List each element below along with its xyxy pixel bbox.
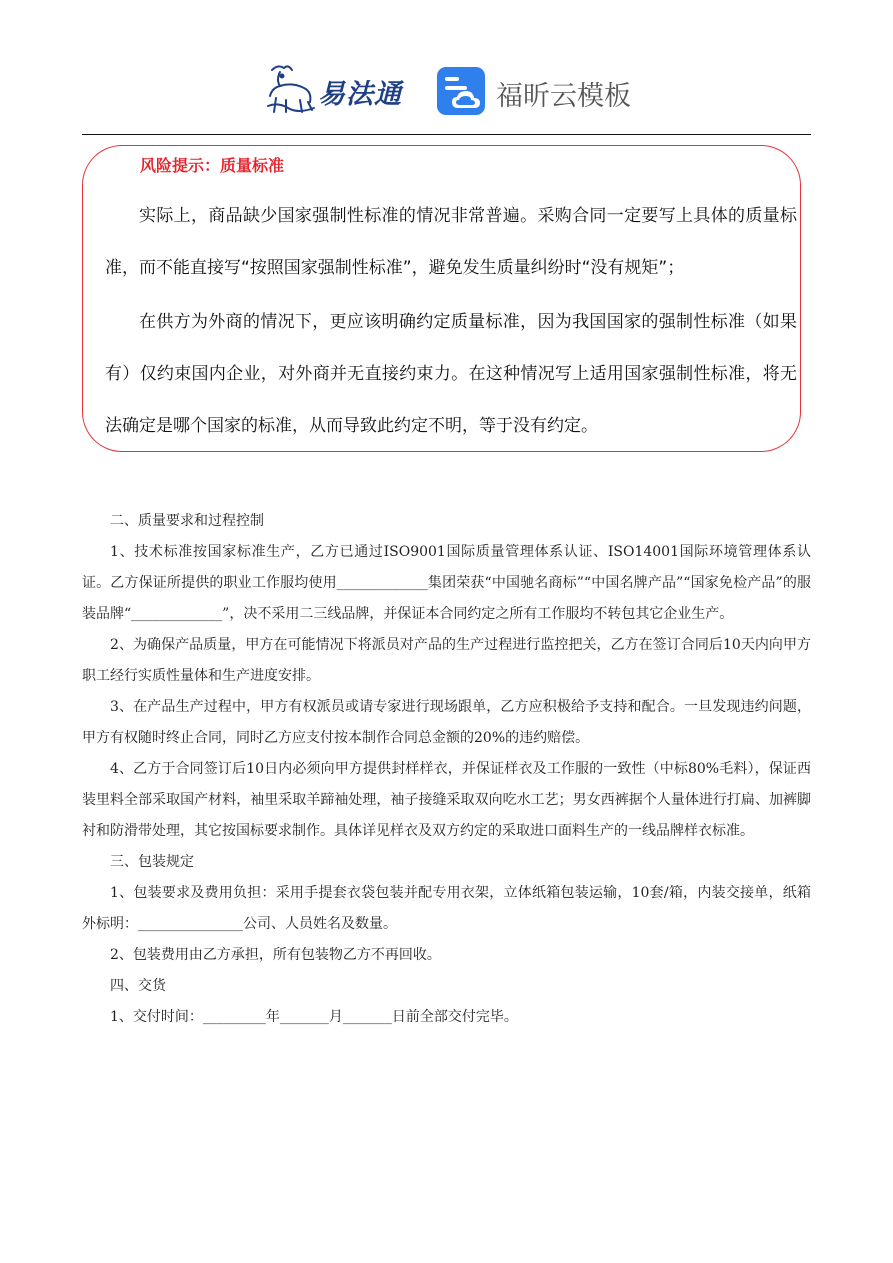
risk-title: 风险提示：质量标准 (140, 156, 285, 175)
page-header (0, 58, 893, 128)
risk-warning-box (82, 145, 801, 452)
yifatong-logo (262, 62, 412, 118)
clause: 2、包装费用由乙方承担，所有包装物乙方不再回收。 (110, 947, 441, 963)
header-divider (82, 134, 811, 135)
section-heading: 三、包装规定 (110, 854, 194, 870)
clause: 4、乙方于合同签订后10日内必须向甲方提供封样样衣，并保证样衣及工作服的一致性（中标80%毛料），保证西装里料全部采取国产材料，袖里采取羊蹄袖处理，袖子接缝采取双向吃水工艺；男女西裤据个人量体进行打扁、加裤脚衬和防滑带处理，其它按国标要求制作。具体详见样衣及双方约定的采取进口面料生产的一线品牌样衣标准。 (82, 761, 811, 839)
fuxin-text: 福昕云模板 (496, 81, 631, 112)
contract-body (82, 506, 811, 1033)
yifatong-text: 易法通 (318, 79, 402, 110)
section-heading: 二、质量要求和过程控制 (110, 513, 264, 529)
qilin-icon (262, 62, 320, 118)
section-heading: 四、交货 (110, 978, 166, 994)
risk-paragraph-2: 在供方为外商的情况下，更应该明确约定质量标准，因为我国国家的强制性标准（如果有）仅约束国内企业，对外商并无直接约束力。在这种情况写上适用国家强制性标准，将无法确定是哪个国家的标准，从而导致此约定不明，等于没有约定。 (105, 312, 797, 436)
clause: 3、在产品生产过程中，甲方有权派员或请专家进行现场跟单，乙方应积极给予支持和配合。一旦发现违约问题，甲方有权随时终止合同，同时乙方应支付按本制作合同总金额的20%的违约赔偿。 (82, 699, 811, 746)
risk-paragraph-1: 实际上，商品缺少国家强制性标准的情况非常普遍。采购合同一定要写上具体的质量标准，而不能直接写“按照国家强制性标准”，避免发生质量纠纷时“没有规矩”； (105, 206, 797, 278)
clause: 1、技术标准按国家标准生产，乙方已通过ISO9001国际质量管理体系认证、ISO14001国际环境管理体系认证。乙方保证所提供的职业工作服均使用_____________集团荣获“中国驰名商标”“中国名牌产品”“国家免检产品”的服装品牌“_____________”，决不采用二三线品牌，并保证本合同约定之所有工作服均不转包其它企业生产。 (82, 544, 811, 622)
clause: 2、为确保产品质量，甲方在可能情况下将派员对产品的生产过程进行监控把关，乙方在签订合同后10天内向甲方职工经行实质性量体和生产进度安排。 (82, 637, 811, 684)
cloud-doc-icon (436, 66, 486, 116)
clause: 1、交付时间：_________年_______月_______日前全部交付完毕。 (110, 1009, 518, 1025)
clause: 1、包装要求及费用负担：采用手提套衣袋包装并配专用衣架，立体纸箱包装运输，10套/箱，内装交接单，纸箱外标明：_______________公司、人员姓名及数量。 (82, 885, 811, 932)
